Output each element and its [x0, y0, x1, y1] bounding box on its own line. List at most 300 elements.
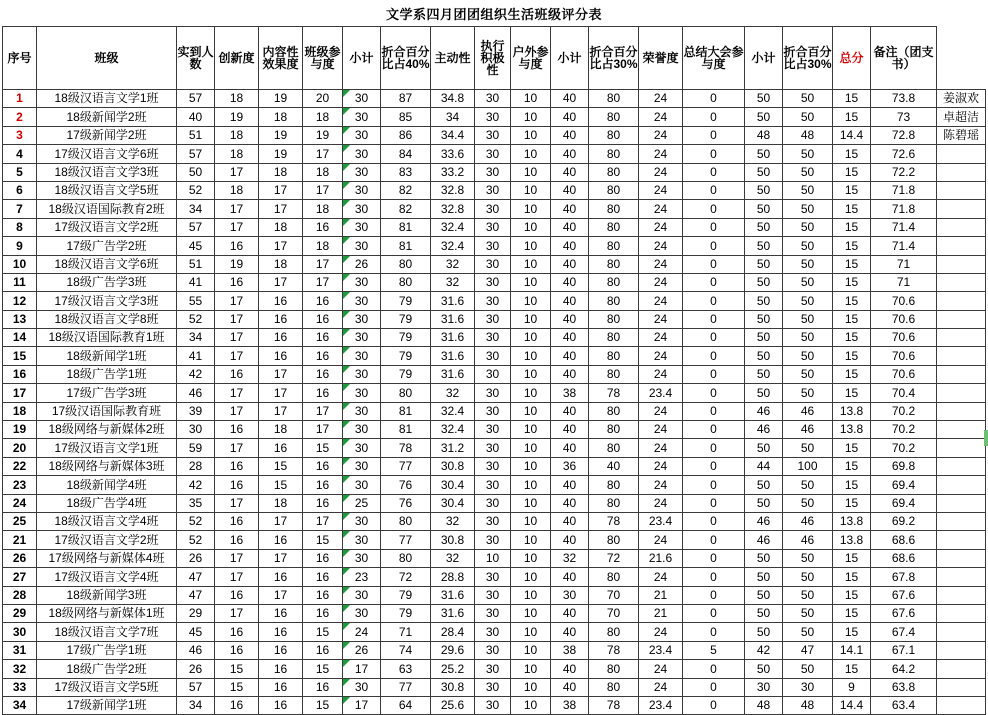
row-honor[interactable]: 0 [683, 163, 745, 181]
row-execution[interactable]: 10 [511, 384, 551, 402]
row-class-participation[interactable]: 16 [303, 310, 343, 328]
row-content-effect[interactable]: 17 [259, 402, 303, 420]
row-index[interactable]: 26 [3, 549, 37, 567]
row-percent-40[interactable]: 32.4 [431, 421, 475, 439]
row-percent-40[interactable]: 32.8 [431, 200, 475, 218]
row-total-score[interactable]: 63.8 [871, 678, 937, 696]
row-percent-30-a[interactable]: 23.4 [639, 641, 683, 659]
row-subtotal-2[interactable]: 80 [589, 329, 639, 347]
row-index[interactable]: 17 [3, 384, 37, 402]
row-subtotal-2[interactable]: 70 [589, 586, 639, 604]
row-percent-30-b[interactable]: 15 [833, 549, 871, 567]
row-innovation[interactable]: 16 [215, 365, 259, 383]
row-subtotal-3[interactable]: 50 [783, 365, 833, 383]
row-subtotal-1-mark[interactable]: 30 [343, 604, 381, 622]
row-class[interactable]: 18级汉语国际教育2班 [37, 200, 177, 218]
row-remark[interactable] [937, 531, 986, 549]
row-total-1[interactable]: 81 [381, 218, 431, 236]
row-percent-40[interactable]: 31.6 [431, 292, 475, 310]
row-subtotal-3[interactable]: 30 [783, 678, 833, 696]
row-execution[interactable]: 10 [511, 292, 551, 310]
row-attendance[interactable]: 41 [177, 273, 215, 291]
row-class-participation[interactable]: 17 [303, 145, 343, 163]
row-honor[interactable]: 0 [683, 108, 745, 126]
row-class[interactable]: 17级汉语言文学2班 [37, 531, 177, 549]
row-summary-meeting[interactable]: 50 [745, 329, 783, 347]
row-total-score[interactable]: 63.4 [871, 696, 937, 714]
row-initiative[interactable]: 30 [475, 181, 511, 199]
row-content-effect[interactable]: 16 [259, 604, 303, 622]
row-innovation[interactable]: 15 [215, 678, 259, 696]
row-initiative[interactable]: 30 [475, 531, 511, 549]
row-index[interactable]: 6 [3, 181, 37, 199]
row-honor[interactable]: 0 [683, 439, 745, 457]
row-subtotal-2[interactable]: 80 [589, 126, 639, 144]
row-percent-30-b[interactable]: 15 [833, 604, 871, 622]
row-honor[interactable]: 0 [683, 457, 745, 475]
row-summary-meeting[interactable]: 50 [745, 347, 783, 365]
row-subtotal-2[interactable]: 80 [589, 365, 639, 383]
row-outdoor[interactable]: 32 [551, 549, 589, 567]
row-execution[interactable]: 10 [511, 237, 551, 255]
row-total-score[interactable]: 71.8 [871, 181, 937, 199]
row-percent-30-a[interactable]: 24 [639, 108, 683, 126]
row-attendance[interactable]: 55 [177, 292, 215, 310]
row-summary-meeting[interactable]: 50 [745, 163, 783, 181]
row-summary-meeting[interactable]: 50 [745, 292, 783, 310]
row-percent-30-a[interactable]: 24 [639, 365, 683, 383]
row-outdoor[interactable]: 40 [551, 660, 589, 678]
row-summary-meeting[interactable]: 50 [745, 108, 783, 126]
row-total-score[interactable]: 69.2 [871, 512, 937, 530]
row-class-participation[interactable]: 16 [303, 568, 343, 586]
table-row[interactable] [3, 457, 986, 475]
row-class-participation[interactable]: 16 [303, 549, 343, 567]
row-initiative[interactable]: 30 [475, 218, 511, 236]
row-summary-meeting[interactable]: 50 [745, 310, 783, 328]
row-remark[interactable] [937, 512, 986, 530]
row-total-score[interactable]: 70.2 [871, 421, 937, 439]
row-total-1[interactable]: 77 [381, 678, 431, 696]
row-index[interactable]: 12 [3, 292, 37, 310]
row-index[interactable]: 19 [3, 421, 37, 439]
row-subtotal-2[interactable]: 80 [589, 90, 639, 108]
row-attendance[interactable]: 47 [177, 586, 215, 604]
table-row[interactable] [3, 126, 986, 144]
row-outdoor[interactable]: 40 [551, 494, 589, 512]
row-subtotal-3[interactable]: 50 [783, 200, 833, 218]
row-subtotal-2[interactable]: 80 [589, 237, 639, 255]
row-total-score[interactable]: 73 [871, 108, 937, 126]
row-initiative[interactable]: 30 [475, 421, 511, 439]
row-class-participation[interactable]: 17 [303, 255, 343, 273]
row-remark[interactable] [937, 549, 986, 567]
row-class[interactable]: 18级新闻学2班 [37, 108, 177, 126]
row-subtotal-1-mark[interactable]: 25 [343, 494, 381, 512]
row-class[interactable]: 17级广告学2班 [37, 237, 177, 255]
row-remark[interactable] [937, 623, 986, 641]
row-remark[interactable] [937, 237, 986, 255]
row-index[interactable]: 1 [3, 90, 37, 108]
row-class-participation[interactable]: 16 [303, 329, 343, 347]
row-percent-30-b[interactable]: 15 [833, 255, 871, 273]
row-execution[interactable]: 10 [511, 200, 551, 218]
row-total-score[interactable]: 70.6 [871, 292, 937, 310]
table-row[interactable] [3, 512, 986, 530]
row-outdoor[interactable]: 40 [551, 255, 589, 273]
row-total-score[interactable]: 71 [871, 255, 937, 273]
row-innovation[interactable]: 16 [215, 237, 259, 255]
row-remark[interactable] [937, 402, 986, 420]
row-execution[interactable]: 10 [511, 347, 551, 365]
row-innovation[interactable]: 18 [215, 126, 259, 144]
row-class[interactable]: 18级汉语言文学1班 [37, 90, 177, 108]
row-subtotal-3[interactable]: 50 [783, 623, 833, 641]
row-subtotal-3[interactable]: 46 [783, 402, 833, 420]
row-content-effect[interactable]: 16 [259, 329, 303, 347]
row-attendance[interactable]: 41 [177, 347, 215, 365]
row-total-score[interactable]: 72.2 [871, 163, 937, 181]
table-row[interactable] [3, 218, 986, 236]
row-content-effect[interactable]: 19 [259, 90, 303, 108]
row-attendance[interactable]: 47 [177, 568, 215, 586]
row-percent-30-a[interactable]: 24 [639, 90, 683, 108]
row-content-effect[interactable]: 16 [259, 568, 303, 586]
row-content-effect[interactable]: 16 [259, 531, 303, 549]
row-class-participation[interactable]: 17 [303, 512, 343, 530]
row-summary-meeting[interactable]: 50 [745, 145, 783, 163]
row-innovation[interactable]: 17 [215, 549, 259, 567]
row-subtotal-3[interactable]: 50 [783, 604, 833, 622]
row-content-effect[interactable]: 18 [259, 218, 303, 236]
row-total-score[interactable]: 70.2 [871, 402, 937, 420]
row-total-score[interactable]: 68.6 [871, 549, 937, 567]
row-index[interactable]: 18 [3, 402, 37, 420]
row-percent-30-b[interactable]: 15 [833, 218, 871, 236]
row-index[interactable]: 22 [3, 457, 37, 475]
row-subtotal-2[interactable]: 80 [589, 145, 639, 163]
row-percent-30-a[interactable]: 24 [639, 457, 683, 475]
row-percent-40[interactable]: 31.2 [431, 439, 475, 457]
row-execution[interactable]: 10 [511, 439, 551, 457]
row-outdoor[interactable]: 40 [551, 163, 589, 181]
row-execution[interactable]: 10 [511, 586, 551, 604]
row-subtotal-2[interactable]: 40 [589, 457, 639, 475]
row-subtotal-2[interactable]: 80 [589, 218, 639, 236]
row-subtotal-3[interactable]: 50 [783, 237, 833, 255]
row-class[interactable]: 17级新闻学2班 [37, 126, 177, 144]
row-subtotal-3[interactable]: 50 [783, 145, 833, 163]
row-innovation[interactable]: 16 [215, 457, 259, 475]
row-class[interactable]: 17级汉语言文学2班 [37, 218, 177, 236]
row-remark[interactable] [937, 255, 986, 273]
row-subtotal-3[interactable]: 46 [783, 421, 833, 439]
row-initiative[interactable]: 30 [475, 457, 511, 475]
row-class-participation[interactable]: 15 [303, 696, 343, 714]
row-outdoor[interactable]: 40 [551, 181, 589, 199]
row-class[interactable]: 17级广告学1班 [37, 641, 177, 659]
row-total-1[interactable]: 76 [381, 476, 431, 494]
row-percent-30-b[interactable]: 15 [833, 347, 871, 365]
row-class-participation[interactable]: 17 [303, 402, 343, 420]
row-percent-30-b[interactable]: 15 [833, 439, 871, 457]
row-attendance[interactable]: 39 [177, 402, 215, 420]
row-honor[interactable]: 0 [683, 586, 745, 604]
row-subtotal-2[interactable]: 72 [589, 549, 639, 567]
row-subtotal-1-mark[interactable]: 30 [343, 549, 381, 567]
row-subtotal-2[interactable]: 80 [589, 255, 639, 273]
row-outdoor[interactable]: 40 [551, 310, 589, 328]
row-percent-30-a[interactable]: 24 [639, 145, 683, 163]
row-subtotal-3[interactable]: 47 [783, 641, 833, 659]
row-index[interactable]: 31 [3, 641, 37, 659]
row-subtotal-2[interactable]: 78 [589, 384, 639, 402]
row-initiative[interactable]: 30 [475, 402, 511, 420]
row-execution[interactable]: 10 [511, 163, 551, 181]
row-innovation[interactable]: 17 [215, 310, 259, 328]
table-row[interactable] [3, 586, 986, 604]
row-percent-40[interactable]: 34.4 [431, 126, 475, 144]
row-total-1[interactable]: 80 [381, 512, 431, 530]
row-remark[interactable] [937, 439, 986, 457]
row-subtotal-1-mark[interactable]: 30 [343, 476, 381, 494]
row-innovation[interactable]: 17 [215, 384, 259, 402]
row-subtotal-3[interactable]: 50 [783, 586, 833, 604]
row-total-1[interactable]: 82 [381, 200, 431, 218]
row-innovation[interactable]: 19 [215, 255, 259, 273]
row-outdoor[interactable]: 40 [551, 329, 589, 347]
row-execution[interactable]: 10 [511, 457, 551, 475]
row-initiative[interactable]: 30 [475, 623, 511, 641]
row-percent-30-b[interactable]: 13.8 [833, 421, 871, 439]
row-remark[interactable] [937, 292, 986, 310]
row-class[interactable]: 18级网络与新媒体2班 [37, 421, 177, 439]
row-percent-30-a[interactable]: 24 [639, 273, 683, 291]
row-index[interactable]: 23 [3, 476, 37, 494]
row-summary-meeting[interactable]: 46 [745, 512, 783, 530]
row-remark[interactable] [937, 604, 986, 622]
row-honor[interactable]: 0 [683, 384, 745, 402]
table-row[interactable] [3, 641, 986, 659]
row-percent-30-b[interactable]: 15 [833, 310, 871, 328]
table-row[interactable] [3, 108, 986, 126]
row-subtotal-2[interactable]: 80 [589, 273, 639, 291]
row-remark[interactable] [937, 181, 986, 199]
row-total-score[interactable]: 69.4 [871, 494, 937, 512]
row-percent-30-b[interactable]: 15 [833, 494, 871, 512]
row-outdoor[interactable]: 40 [551, 604, 589, 622]
row-class[interactable]: 17级新闻学1班 [37, 696, 177, 714]
row-index[interactable]: 3 [3, 126, 37, 144]
row-total-1[interactable]: 77 [381, 531, 431, 549]
row-initiative[interactable]: 30 [475, 568, 511, 586]
row-summary-meeting[interactable]: 46 [745, 421, 783, 439]
row-percent-30-b[interactable]: 15 [833, 365, 871, 383]
row-summary-meeting[interactable]: 50 [745, 439, 783, 457]
row-remark[interactable] [937, 145, 986, 163]
row-outdoor[interactable]: 36 [551, 457, 589, 475]
row-honor[interactable]: 5 [683, 641, 745, 659]
row-initiative[interactable]: 30 [475, 237, 511, 255]
row-content-effect[interactable]: 18 [259, 421, 303, 439]
row-outdoor[interactable]: 40 [551, 568, 589, 586]
row-remark[interactable] [937, 329, 986, 347]
row-subtotal-1-mark[interactable]: 30 [343, 457, 381, 475]
row-outdoor[interactable]: 38 [551, 696, 589, 714]
row-execution[interactable]: 10 [511, 181, 551, 199]
row-remark[interactable] [937, 347, 986, 365]
row-class[interactable]: 18级汉语言文学7班 [37, 623, 177, 641]
row-honor[interactable]: 0 [683, 90, 745, 108]
row-index[interactable]: 13 [3, 310, 37, 328]
row-index[interactable]: 11 [3, 273, 37, 291]
row-attendance[interactable]: 52 [177, 310, 215, 328]
row-execution[interactable]: 10 [511, 696, 551, 714]
row-initiative[interactable]: 30 [475, 494, 511, 512]
row-class-participation[interactable]: 16 [303, 218, 343, 236]
row-initiative[interactable]: 30 [475, 292, 511, 310]
row-content-effect[interactable]: 17 [259, 273, 303, 291]
row-percent-30-a[interactable]: 21.6 [639, 549, 683, 567]
row-total-score[interactable]: 71.4 [871, 218, 937, 236]
row-content-effect[interactable]: 16 [259, 696, 303, 714]
row-summary-meeting[interactable]: 42 [745, 641, 783, 659]
row-execution[interactable]: 10 [511, 660, 551, 678]
row-attendance[interactable]: 26 [177, 660, 215, 678]
row-innovation[interactable]: 17 [215, 200, 259, 218]
row-initiative[interactable]: 30 [475, 255, 511, 273]
row-summary-meeting[interactable]: 50 [745, 549, 783, 567]
row-remark[interactable] [937, 641, 986, 659]
row-outdoor[interactable]: 40 [551, 512, 589, 530]
row-subtotal-2[interactable]: 78 [589, 641, 639, 659]
row-outdoor[interactable]: 40 [551, 273, 589, 291]
row-summary-meeting[interactable]: 50 [745, 255, 783, 273]
row-honor[interactable]: 0 [683, 200, 745, 218]
row-index[interactable]: 7 [3, 200, 37, 218]
row-percent-40[interactable]: 31.6 [431, 329, 475, 347]
row-innovation[interactable]: 16 [215, 512, 259, 530]
row-percent-30-b[interactable]: 14.1 [833, 641, 871, 659]
row-content-effect[interactable]: 15 [259, 457, 303, 475]
row-class[interactable]: 17级汉语言文学1班 [37, 439, 177, 457]
row-percent-30-b[interactable]: 15 [833, 163, 871, 181]
row-remark[interactable] [937, 494, 986, 512]
row-initiative[interactable]: 30 [475, 90, 511, 108]
row-innovation[interactable]: 17 [215, 163, 259, 181]
row-attendance[interactable]: 57 [177, 678, 215, 696]
row-innovation[interactable]: 18 [215, 90, 259, 108]
row-attendance[interactable]: 42 [177, 476, 215, 494]
row-subtotal-2[interactable]: 80 [589, 439, 639, 457]
row-percent-40[interactable]: 29.6 [431, 641, 475, 659]
row-outdoor[interactable]: 40 [551, 365, 589, 383]
row-total-score[interactable]: 70.6 [871, 347, 937, 365]
row-class[interactable]: 18级广告学1班 [37, 365, 177, 383]
row-subtotal-3[interactable]: 50 [783, 181, 833, 199]
row-initiative[interactable]: 30 [475, 200, 511, 218]
table-row[interactable] [3, 163, 986, 181]
table-row[interactable] [3, 329, 986, 347]
row-honor[interactable]: 0 [683, 623, 745, 641]
row-innovation[interactable]: 17 [215, 604, 259, 622]
row-subtotal-1-mark[interactable]: 30 [343, 145, 381, 163]
row-subtotal-1-mark[interactable]: 30 [343, 237, 381, 255]
row-innovation[interactable]: 16 [215, 531, 259, 549]
row-outdoor[interactable]: 40 [551, 126, 589, 144]
row-class-participation[interactable]: 16 [303, 604, 343, 622]
row-class-participation[interactable]: 16 [303, 476, 343, 494]
row-total-1[interactable]: 79 [381, 310, 431, 328]
table-row[interactable] [3, 237, 986, 255]
row-subtotal-1-mark[interactable]: 30 [343, 273, 381, 291]
row-content-effect[interactable]: 17 [259, 237, 303, 255]
row-class-participation[interactable]: 15 [303, 439, 343, 457]
row-percent-30-a[interactable]: 24 [639, 163, 683, 181]
row-class-participation[interactable]: 16 [303, 586, 343, 604]
row-summary-meeting[interactable]: 50 [745, 604, 783, 622]
row-content-effect[interactable]: 17 [259, 549, 303, 567]
row-total-score[interactable]: 67.6 [871, 586, 937, 604]
row-execution[interactable]: 10 [511, 329, 551, 347]
row-summary-meeting[interactable]: 50 [745, 365, 783, 383]
row-summary-meeting[interactable]: 50 [745, 384, 783, 402]
row-summary-meeting[interactable]: 46 [745, 531, 783, 549]
row-subtotal-3[interactable]: 50 [783, 163, 833, 181]
row-percent-40[interactable]: 32 [431, 384, 475, 402]
row-index[interactable]: 16 [3, 365, 37, 383]
row-index[interactable]: 5 [3, 163, 37, 181]
row-class[interactable]: 18级汉语言文学6班 [37, 255, 177, 273]
row-class[interactable]: 18级网络与新媒体3班 [37, 457, 177, 475]
row-total-1[interactable]: 79 [381, 586, 431, 604]
row-outdoor[interactable]: 40 [551, 678, 589, 696]
row-outdoor[interactable]: 40 [551, 439, 589, 457]
row-remark[interactable] [937, 678, 986, 696]
row-percent-30-b[interactable]: 14.4 [833, 696, 871, 714]
row-percent-30-b[interactable]: 15 [833, 660, 871, 678]
row-index[interactable]: 29 [3, 604, 37, 622]
row-content-effect[interactable]: 16 [259, 660, 303, 678]
row-subtotal-3[interactable]: 46 [783, 531, 833, 549]
row-percent-40[interactable]: 25.2 [431, 660, 475, 678]
row-outdoor[interactable]: 40 [551, 347, 589, 365]
row-subtotal-1-mark[interactable]: 30 [343, 586, 381, 604]
row-subtotal-2[interactable]: 80 [589, 310, 639, 328]
row-percent-30-a[interactable]: 24 [639, 292, 683, 310]
row-percent-30-b[interactable]: 15 [833, 623, 871, 641]
row-total-1[interactable]: 85 [381, 108, 431, 126]
row-innovation[interactable]: 17 [215, 218, 259, 236]
row-remark[interactable] [937, 421, 986, 439]
row-class-participation[interactable]: 16 [303, 678, 343, 696]
row-class[interactable]: 17级网络与新媒体4班 [37, 549, 177, 567]
row-summary-meeting[interactable]: 46 [745, 402, 783, 420]
row-content-effect[interactable]: 17 [259, 200, 303, 218]
row-execution[interactable]: 10 [511, 531, 551, 549]
row-honor[interactable]: 0 [683, 421, 745, 439]
row-class-participation[interactable]: 16 [303, 494, 343, 512]
row-percent-30-b[interactable]: 15 [833, 586, 871, 604]
row-class[interactable]: 17级汉语言文学5班 [37, 678, 177, 696]
row-total-1[interactable]: 71 [381, 623, 431, 641]
row-percent-30-a[interactable]: 24 [639, 623, 683, 641]
row-initiative[interactable]: 30 [475, 476, 511, 494]
row-total-1[interactable]: 74 [381, 641, 431, 659]
row-execution[interactable]: 10 [511, 494, 551, 512]
row-initiative[interactable]: 30 [475, 696, 511, 714]
row-total-score[interactable]: 67.8 [871, 568, 937, 586]
